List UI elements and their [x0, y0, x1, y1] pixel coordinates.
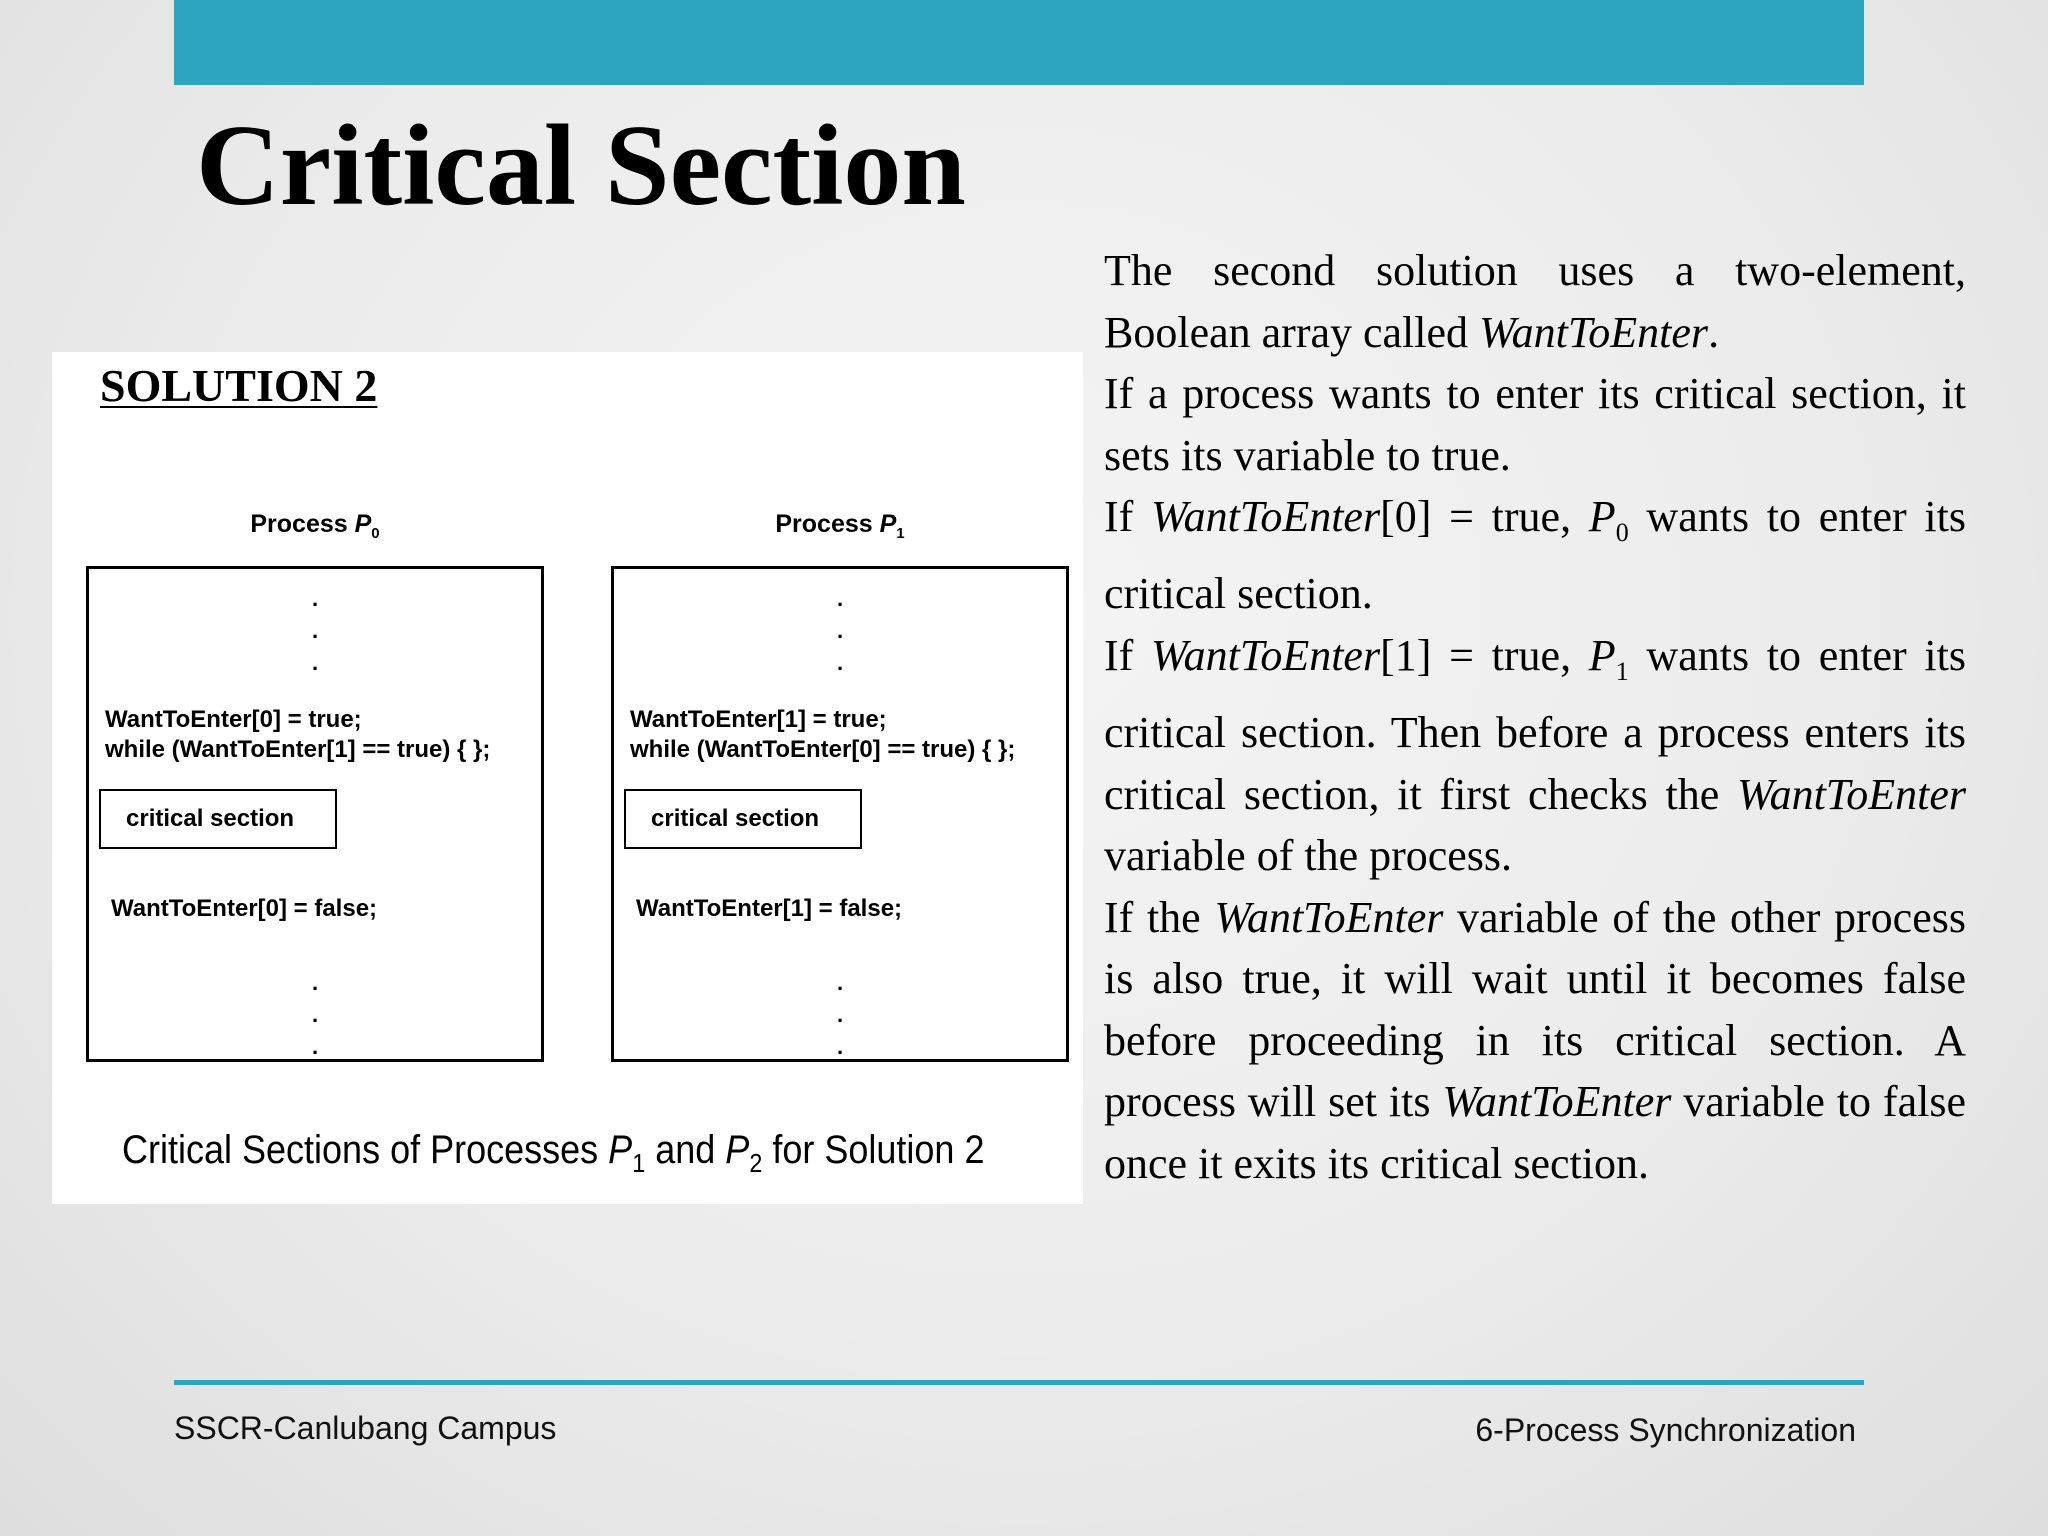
process-p1-box	[611, 566, 1069, 1062]
explanation-text	[1104, 240, 1966, 1194]
ellipsis-bottom: . . .	[311, 970, 319, 1059]
ellipsis-bottom: . . .	[836, 970, 844, 1059]
paragraph: If the WantToEnter variable of the other process is also true, it will wait until it becomes false before proceeding in its critical section. A process will set its WantToEnter variable to false once it exits its critical section.	[1104, 892, 1966, 1188]
top-accent-bar	[174, 0, 1864, 85]
entry-code: WantToEnter[0] = true; while (WantToEnter[1] == true) { };	[105, 706, 491, 763]
process-p0-label: Process $P_0$	[250, 510, 380, 542]
figure-caption: Critical Sections of Processes $P_1$ and $P_2$ for Solution 2	[122, 1128, 985, 1178]
paragraph: If WantToEnter[0] = true, $P_0$ wants to enter its critical section.	[1104, 492, 1966, 619]
paragraph: If a process wants to enter its critical section, it sets its variable to true.	[1104, 369, 1966, 480]
paragraph: If WantToEnter[1] = true, $P_1$ wants to enter its critical section. Then before a process enters its critical section, it first checks the WantToEnter variable of the process.	[1104, 630, 1966, 881]
footer-topic: 6-Process Synchronization	[1475, 1412, 1856, 1448]
footer-campus: SSCR-Canlubang Campus	[174, 1410, 557, 1446]
exit-code: WantToEnter[0] = false;	[111, 895, 378, 922]
process-p1-label: Process $P_1$	[775, 510, 905, 542]
critical-section-box: critical section	[624, 789, 862, 849]
solution-figure	[52, 352, 1083, 1204]
exit-code: WantToEnter[1] = false;	[636, 895, 903, 922]
figure-heading: SOLUTION 2	[100, 360, 378, 411]
entry-code: WantToEnter[1] = true; while (WantToEnter[0] == true) { };	[630, 706, 1016, 763]
ellipsis-top: . . .	[836, 586, 844, 675]
process-p0-box	[86, 566, 544, 1062]
ellipsis-top: . . .	[311, 586, 319, 675]
critical-section-box: critical section	[99, 789, 337, 849]
slide-title: Critical Section	[196, 102, 966, 230]
footer-divider	[174, 1380, 1864, 1385]
paragraph: The second solution uses a two-element, Boolean array called WantToEnter.	[1104, 246, 1966, 357]
